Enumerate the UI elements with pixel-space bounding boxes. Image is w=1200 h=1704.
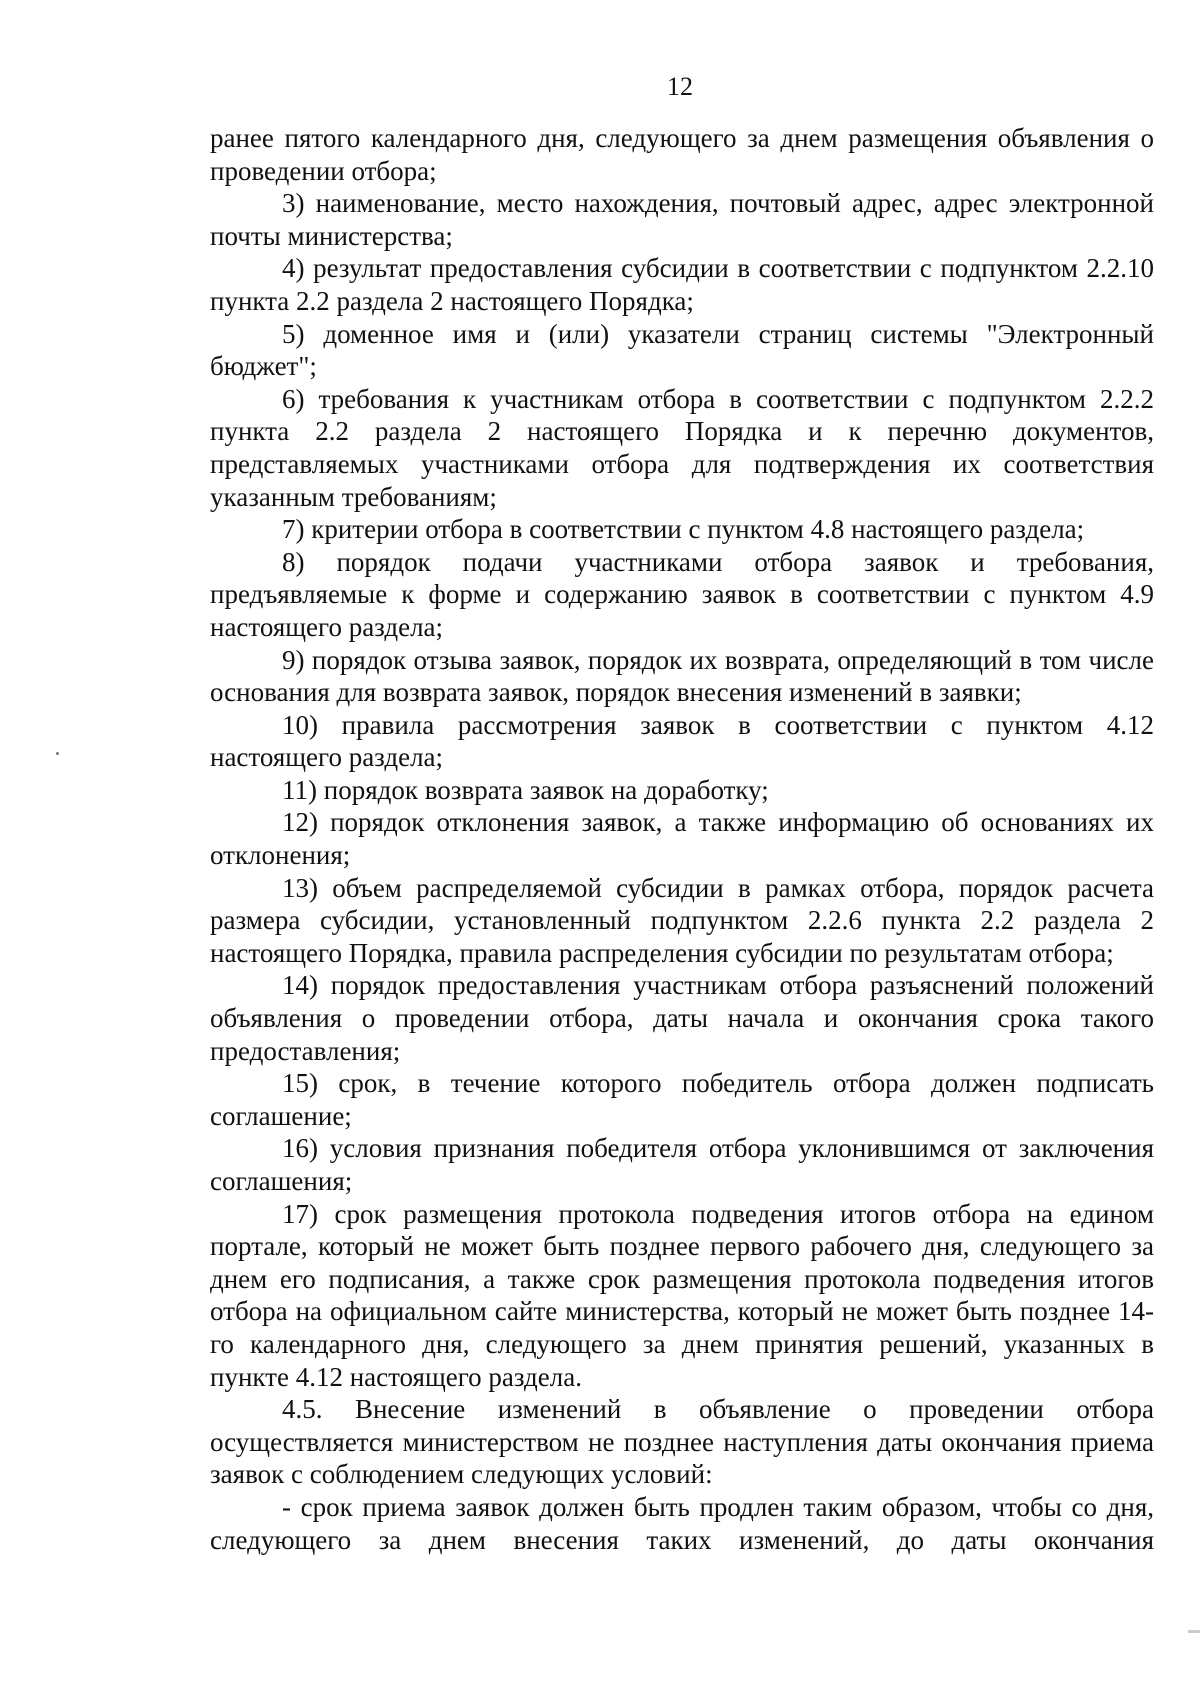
scan-speck (56, 752, 59, 755)
scan-edge-mark (1188, 1630, 1200, 1633)
list-item-11: 11) порядок возврата заявок на доработку; (282, 774, 769, 805)
list-item-5: 5) доменное имя и (или) указатели страниц системы "Электронный бюджет"; (210, 318, 1154, 382)
condition-item: - срок приема заявок должен быть продлен таким образом, чтобы со дня, следующего за днем внесения таких изменений, до даты окончания (210, 1491, 1154, 1555)
paragraph-continuation: ранее пятого календарного дня, следующего за днем размещения объявления о проведении отбора; (210, 123, 1154, 186)
list-item-3: 3) наименование, место нахождения, почтовый адрес, адрес электронной почты министерства; (210, 188, 1154, 251)
list-item-13: 13) объем распределяемой субсидии в рамках отбора, порядок расчета размера субсидии, установленный подпунктом 2.2.6 пункта 2.2 раздела 2 настоящего Порядка, правила распределения субсидии по результатам отбора; (210, 872, 1154, 968)
page-number: 12 (667, 72, 693, 101)
list-item-14: 14) порядок предоставления участникам отбора разъяснений положений объявления о проведении отбора, даты начала и окончания срока такого предоставления; (210, 970, 1154, 1066)
list-item-7: 7) критерии отбора в соответствии с пунктом 4.8 настоящего раздела; (282, 514, 1085, 545)
document-body (210, 122, 1154, 1556)
list-item-16: 16) условия признания победителя отбора уклонившимся от заключения соглашения; (210, 1133, 1154, 1196)
section-4-5: 4.5. Внесение изменений в объявление о проведении отбора осуществляется министерством не позднее наступления даты окончания приема заявок с соблюдением следующих условий: (210, 1394, 1154, 1490)
list-item-9: 9) порядок отзыва заявок, порядок их возврата, определяющий в том числе основания для возврата заявок, порядок внесения изменений в заявки; (210, 644, 1154, 708)
list-item-8: 8) порядок подачи участниками отбора заявок и требования, предъявляемые к форме и содержанию заявок в соответствии с пунктом 4.9 настоящего раздела; (210, 546, 1154, 642)
list-item-12: 12) порядок отклонения заявок, а также информацию об основаниях их отклонения; (210, 807, 1154, 871)
list-item-10: 10) правила рассмотрения заявок в соответствии с пунктом 4.12 настоящего раздела; (210, 709, 1154, 773)
list-item-15: 15) срок, в течение которого победитель отбора должен подписать соглашение; (210, 1068, 1154, 1131)
list-item-6: 6) требования к участникам отбора в соответствии с подпунктом 2.2.2 пункта 2.2 раздела 2 настоящего Порядка и к перечню документов, представляемых участниками отбора для подтверждения их соответствия указанным требованиям; (210, 383, 1154, 512)
list-item-4: 4) результат предоставления субсидии в соответствии с подпунктом 2.2.10 пункта 2.2 раздела 2 настоящего Порядка; (210, 253, 1154, 316)
list-item-17: 17) срок размещения протокола подведения итогов отбора на едином портале, который не может быть позднее первого рабочего дня, следующего за днем его подписания, а также срок размещения протокола подведения итогов отбора на официальном сайте министерства, который не может быть позднее 14-го календарного дня, следующего за днем принятия решений, указанных в пункте 4.12 настоящего раздела. (210, 1198, 1154, 1392)
